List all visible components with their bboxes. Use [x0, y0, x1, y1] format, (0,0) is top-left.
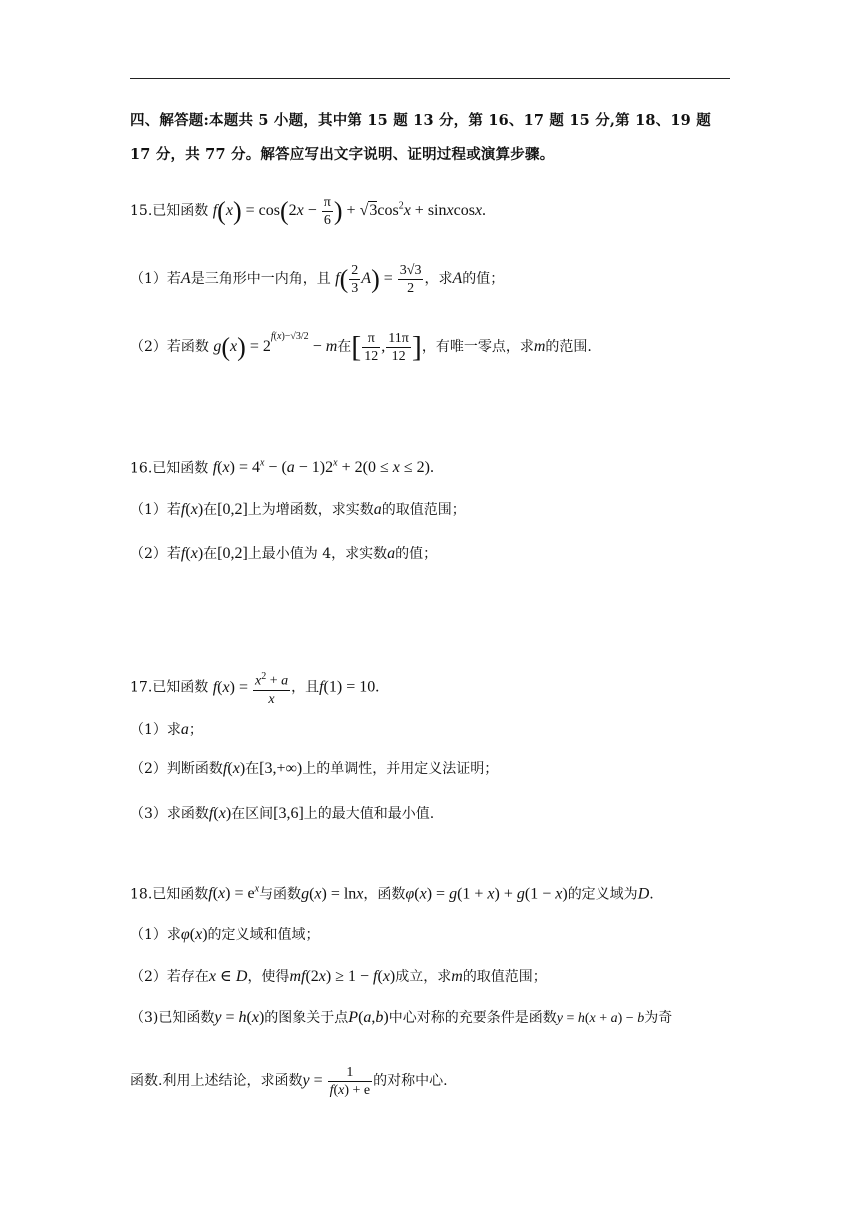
section-header-line1: 四、解答题:本题共 5 小题，其中第 15 题 13 分，第 16、17 题 15 分,第 18、19 题: [130, 112, 711, 129]
q16-statement: 16.已知函数 $f(x) = 4^x - (a - 1)2^x + 2(0 \le x \le 2)$.: [130, 458, 434, 477]
q18-part3-line2: 函数.利用上述结论，求函数y = $\frac{1}{f(x) + e}$ 的对称中心.: [130, 1065, 448, 1098]
q17-part1: （1）求a；: [130, 721, 203, 738]
q16-part2: （2）若f(x)在[0,2]上最小值为 4，求实数a的值；: [130, 545, 438, 562]
q15-part1-formula: f( $\frac{2}{3}$ A) = $\frac{3√3}{2}$: [335, 263, 422, 296]
q18-part2: （2）若存在x ∈ D，使得mf(2x) ≥ 1 − f(x)成立，求m的取值范围；: [130, 968, 547, 985]
section-header-line2: 17 分，共 77 分。解答应写出文字说明、证明过程或演算步骤。: [130, 146, 555, 163]
q15-formula: f(x) = cos(2x − $\frac{\pi}{6}$ ) + $√3\cos^2x$ + sinxcosx.: [212, 195, 487, 228]
q15-intro: 15.已知函数: [130, 203, 209, 220]
q15-statement: [130, 194, 486, 229]
q16-formula: $f(x) = 4^x - (a - 1)2^x + 2(0 \le x \le 2)$.: [212, 458, 434, 477]
q18-part1: （1）求φ(x)的定义域和值域；: [130, 926, 320, 943]
q18-statement: 18.已知函数$f(x) = e^x$与函数g(x) = lnx，函数φ(x) = g(1 + x) + g(1 − x)的定义域为D.: [130, 884, 654, 903]
q15-part2-formula: $g(x) = 2^{f(x)-√3/2} - m$: [213, 330, 338, 362]
q17-part3: （3）求函数f(x)在区间[3,6]上的最大值和最小值.: [130, 805, 435, 822]
q15-interval: [ $\frac{\pi}{12}$ , $\frac{11\pi}{12}$ ]: [351, 330, 422, 364]
q16-part1: （1）若f(x)在[0,2]上为增函数，求实数a的取值范围；: [130, 501, 466, 518]
q15-part2: （2）若函数 $g(x) = 2^{f(x)-√3/2} - m$在[ $\frac{\pi}{12}$ , $\frac{11\pi}{12}$ ]，有唯一零点，求m的范围.: [130, 330, 592, 364]
top-rule: [130, 78, 730, 79]
q17-statement: 17.已知函数 f(x) = $\frac{x^2 + a}{x}$ ，且f(1) = 10.: [130, 668, 379, 708]
q17-part2: （2）判断函数f(x)在[3,+∞)上的单调性，并用定义法证明；: [130, 760, 499, 777]
q18-part3-line1: （3)已知函数y = h(x)的图象关于点P(a,b)中心对称的充要条件是函数y = h(x + a) − b为奇: [130, 1009, 673, 1026]
q15-part1: （1）若A是三角形中一内角，且 f( $\frac{2}{3}$ A) = $\frac{3√3}{2}$ ，求A的值；: [130, 263, 505, 296]
q17-formula: f(x) = $\frac{x^2 + a}{x}$: [213, 679, 291, 696]
